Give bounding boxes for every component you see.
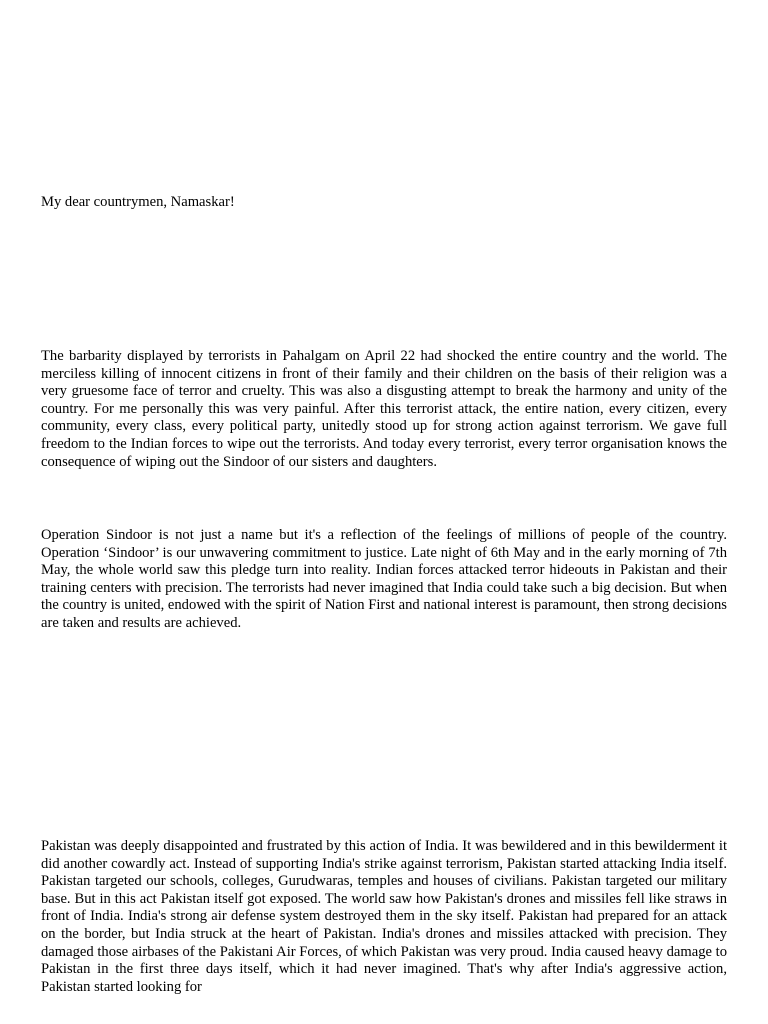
paragraph-pakistan-response: Pakistan was deeply disappointed and frustrated by this action of India. It was bewildered and in this bewilderment it did another cowardly act. Instead of supporting India's strike against terrorism, Pakistan started attacking India itself. Pakistan targeted our schools, colleges, Gurudwaras, temples and houses of civilians. Pakistan targeted our military base. But in this act Pakistan itself got exposed. The world saw how Pakistan's drones and missiles fell like straws in front of India. India's strong air defense system destroyed them in the sky itself. Pakistan had prepared for an attack on the border, but India struck at the heart of Pakistan. India's drones and missiles attacked with precision. They damaged those airbases of the Pakistani Air Forces, of which Pakistan was very proud. India caused heavy damage to Pakistan in the first three days itself, which it had never imagined. That's why after India's aggressive action, Pakistan started looking for — [41, 838, 727, 995]
paragraph-pahalgam-attack: The barbarity displayed by terrorists in Pahalgam on April 22 had shocked the entire country and the world. The merciless killing of innocent citizens in front of their family and their children on the basis of their religion was a very gruesome face of terror and cruelty. This was also a disgusting attempt to break the harmony and unity of the country. For me personally this was very painful. After this terrorist attack, the entire nation, every citizen, every community, every class, every political party, unitedly stood up for strong action against terrorism. We gave full freedom to the Indian forces to wipe out the terrorists. And today every terrorist, every terror organisation knows the consequence of wiping out the Sindoor of our sisters and daughters. — [41, 348, 727, 470]
paragraph-operation-sindoor: Operation Sindoor is not just a name but it's a reflection of the feelings of millions of people of the country. Operation ‘Sindoor’ is our unwavering commitment to justice. Late night of 6th May and in the early morning of 7th May, the whole world saw this pledge turn into reality. Indian forces attacked terror hideouts in Pakistan and their training centers with precision. The terrorists had never imagined that India could take such a big decision. But when the country is united, endowed with the spirit of Nation First and national interest is paramount, then strong decisions are taken and results are achieved. — [41, 527, 727, 631]
greeting-line: My dear countrymen, Namaskar! — [41, 194, 235, 210]
